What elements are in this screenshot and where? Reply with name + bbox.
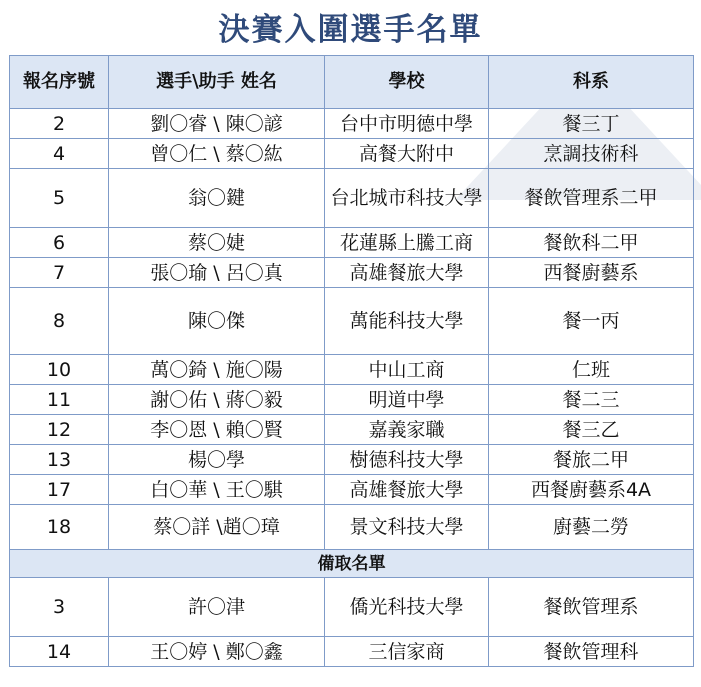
department-cell: 餐二三 [489,385,694,415]
registration-no-cell: 14 [10,637,109,667]
registration-no-cell: 18 [10,505,109,550]
table-row [10,385,694,415]
department-cell: 烹調技術科 [489,139,694,169]
registration-no-cell: 6 [10,228,109,258]
table-row [10,109,694,139]
contestant-name-cell: 蔡〇婕 [109,228,325,258]
contestant-name-cell: 曾〇仁 \ 蔡〇紘 [109,139,325,169]
school-cell: 花蓮縣上騰工商 [325,228,489,258]
contestant-name-cell: 許〇津 [109,578,325,637]
table-row [10,445,694,475]
school-cell: 三信家商 [325,637,489,667]
table-row [10,475,694,505]
finalists-table [9,55,694,667]
registration-no-cell: 2 [10,109,109,139]
contestant-name-cell: 翁〇鍵 [109,169,325,228]
table-row [10,258,694,288]
school-cell: 僑光科技大學 [325,578,489,637]
department-cell: 餐飲管理系二甲 [489,169,694,228]
table-row [10,169,694,228]
department-cell: 餐旅二甲 [489,445,694,475]
registration-no-cell: 13 [10,445,109,475]
page-title: 決賽入圍選手名單 [218,12,483,48]
school-cell: 高餐大附中 [325,139,489,169]
school-cell: 嘉義家職 [325,415,489,445]
contestant-name-cell: 白〇華 \ 王〇騏 [109,475,325,505]
table-row [10,415,694,445]
table-row [10,355,694,385]
school-cell: 台北城市科技大學 [325,169,489,228]
department-cell: 餐飲管理系 [489,578,694,637]
department-cell: 餐一丙 [489,288,694,355]
department-cell: 餐飲科二甲 [489,228,694,258]
alternates-label: 備取名單 [10,550,694,578]
school-cell: 台中市明德中學 [325,109,489,139]
department-cell: 仁班 [489,355,694,385]
school-cell: 景文科技大學 [325,505,489,550]
alternates-section-row [10,550,694,578]
department-cell: 西餐廚藝系4A [489,475,694,505]
department-cell: 廚藝二勞 [489,505,694,550]
registration-no-cell: 5 [10,169,109,228]
registration-no-cell: 17 [10,475,109,505]
contestant-name-cell: 陳〇傑 [109,288,325,355]
contestant-name-cell: 蔡〇詳 \趙〇璋 [109,505,325,550]
department-cell: 餐三乙 [489,415,694,445]
school-cell: 萬能科技大學 [325,288,489,355]
school-cell: 中山工商 [325,355,489,385]
table-row [10,228,694,258]
table-row [10,637,694,667]
contestant-name-cell: 李〇恩 \ 賴〇賢 [109,415,325,445]
school-cell: 高雄餐旅大學 [325,258,489,288]
registration-no-cell: 12 [10,415,109,445]
registration-no-cell: 11 [10,385,109,415]
contestant-name-cell: 劉〇睿 \ 陳〇諺 [109,109,325,139]
school-cell: 明道中學 [325,385,489,415]
table-row [10,139,694,169]
header-school: 學校 [325,56,489,109]
department-cell: 西餐廚藝系 [489,258,694,288]
contestant-name-cell: 萬〇錡 \ 施〇陽 [109,355,325,385]
contestant-name-cell: 謝〇佑 \ 蔣〇毅 [109,385,325,415]
header-department: 科系 [489,56,694,109]
school-cell: 高雄餐旅大學 [325,475,489,505]
department-cell: 餐三丁 [489,109,694,139]
table-row [10,288,694,355]
contestant-name-cell: 王〇婷 \ 鄭〇鑫 [109,637,325,667]
registration-no-cell: 4 [10,139,109,169]
header-registration-no: 報名序號 [10,56,109,109]
contestant-name-cell: 楊〇學 [109,445,325,475]
contestant-name-cell: 張〇瑜 \ 呂〇真 [109,258,325,288]
table-row [10,578,694,637]
school-cell: 樹德科技大學 [325,445,489,475]
table-header-row [10,56,694,109]
registration-no-cell: 7 [10,258,109,288]
registration-no-cell: 10 [10,355,109,385]
header-contestant-name: 選手\助手 姓名 [109,56,325,109]
registration-no-cell: 3 [10,578,109,637]
registration-no-cell: 8 [10,288,109,355]
table-row [10,505,694,550]
department-cell: 餐飲管理科 [489,637,694,667]
